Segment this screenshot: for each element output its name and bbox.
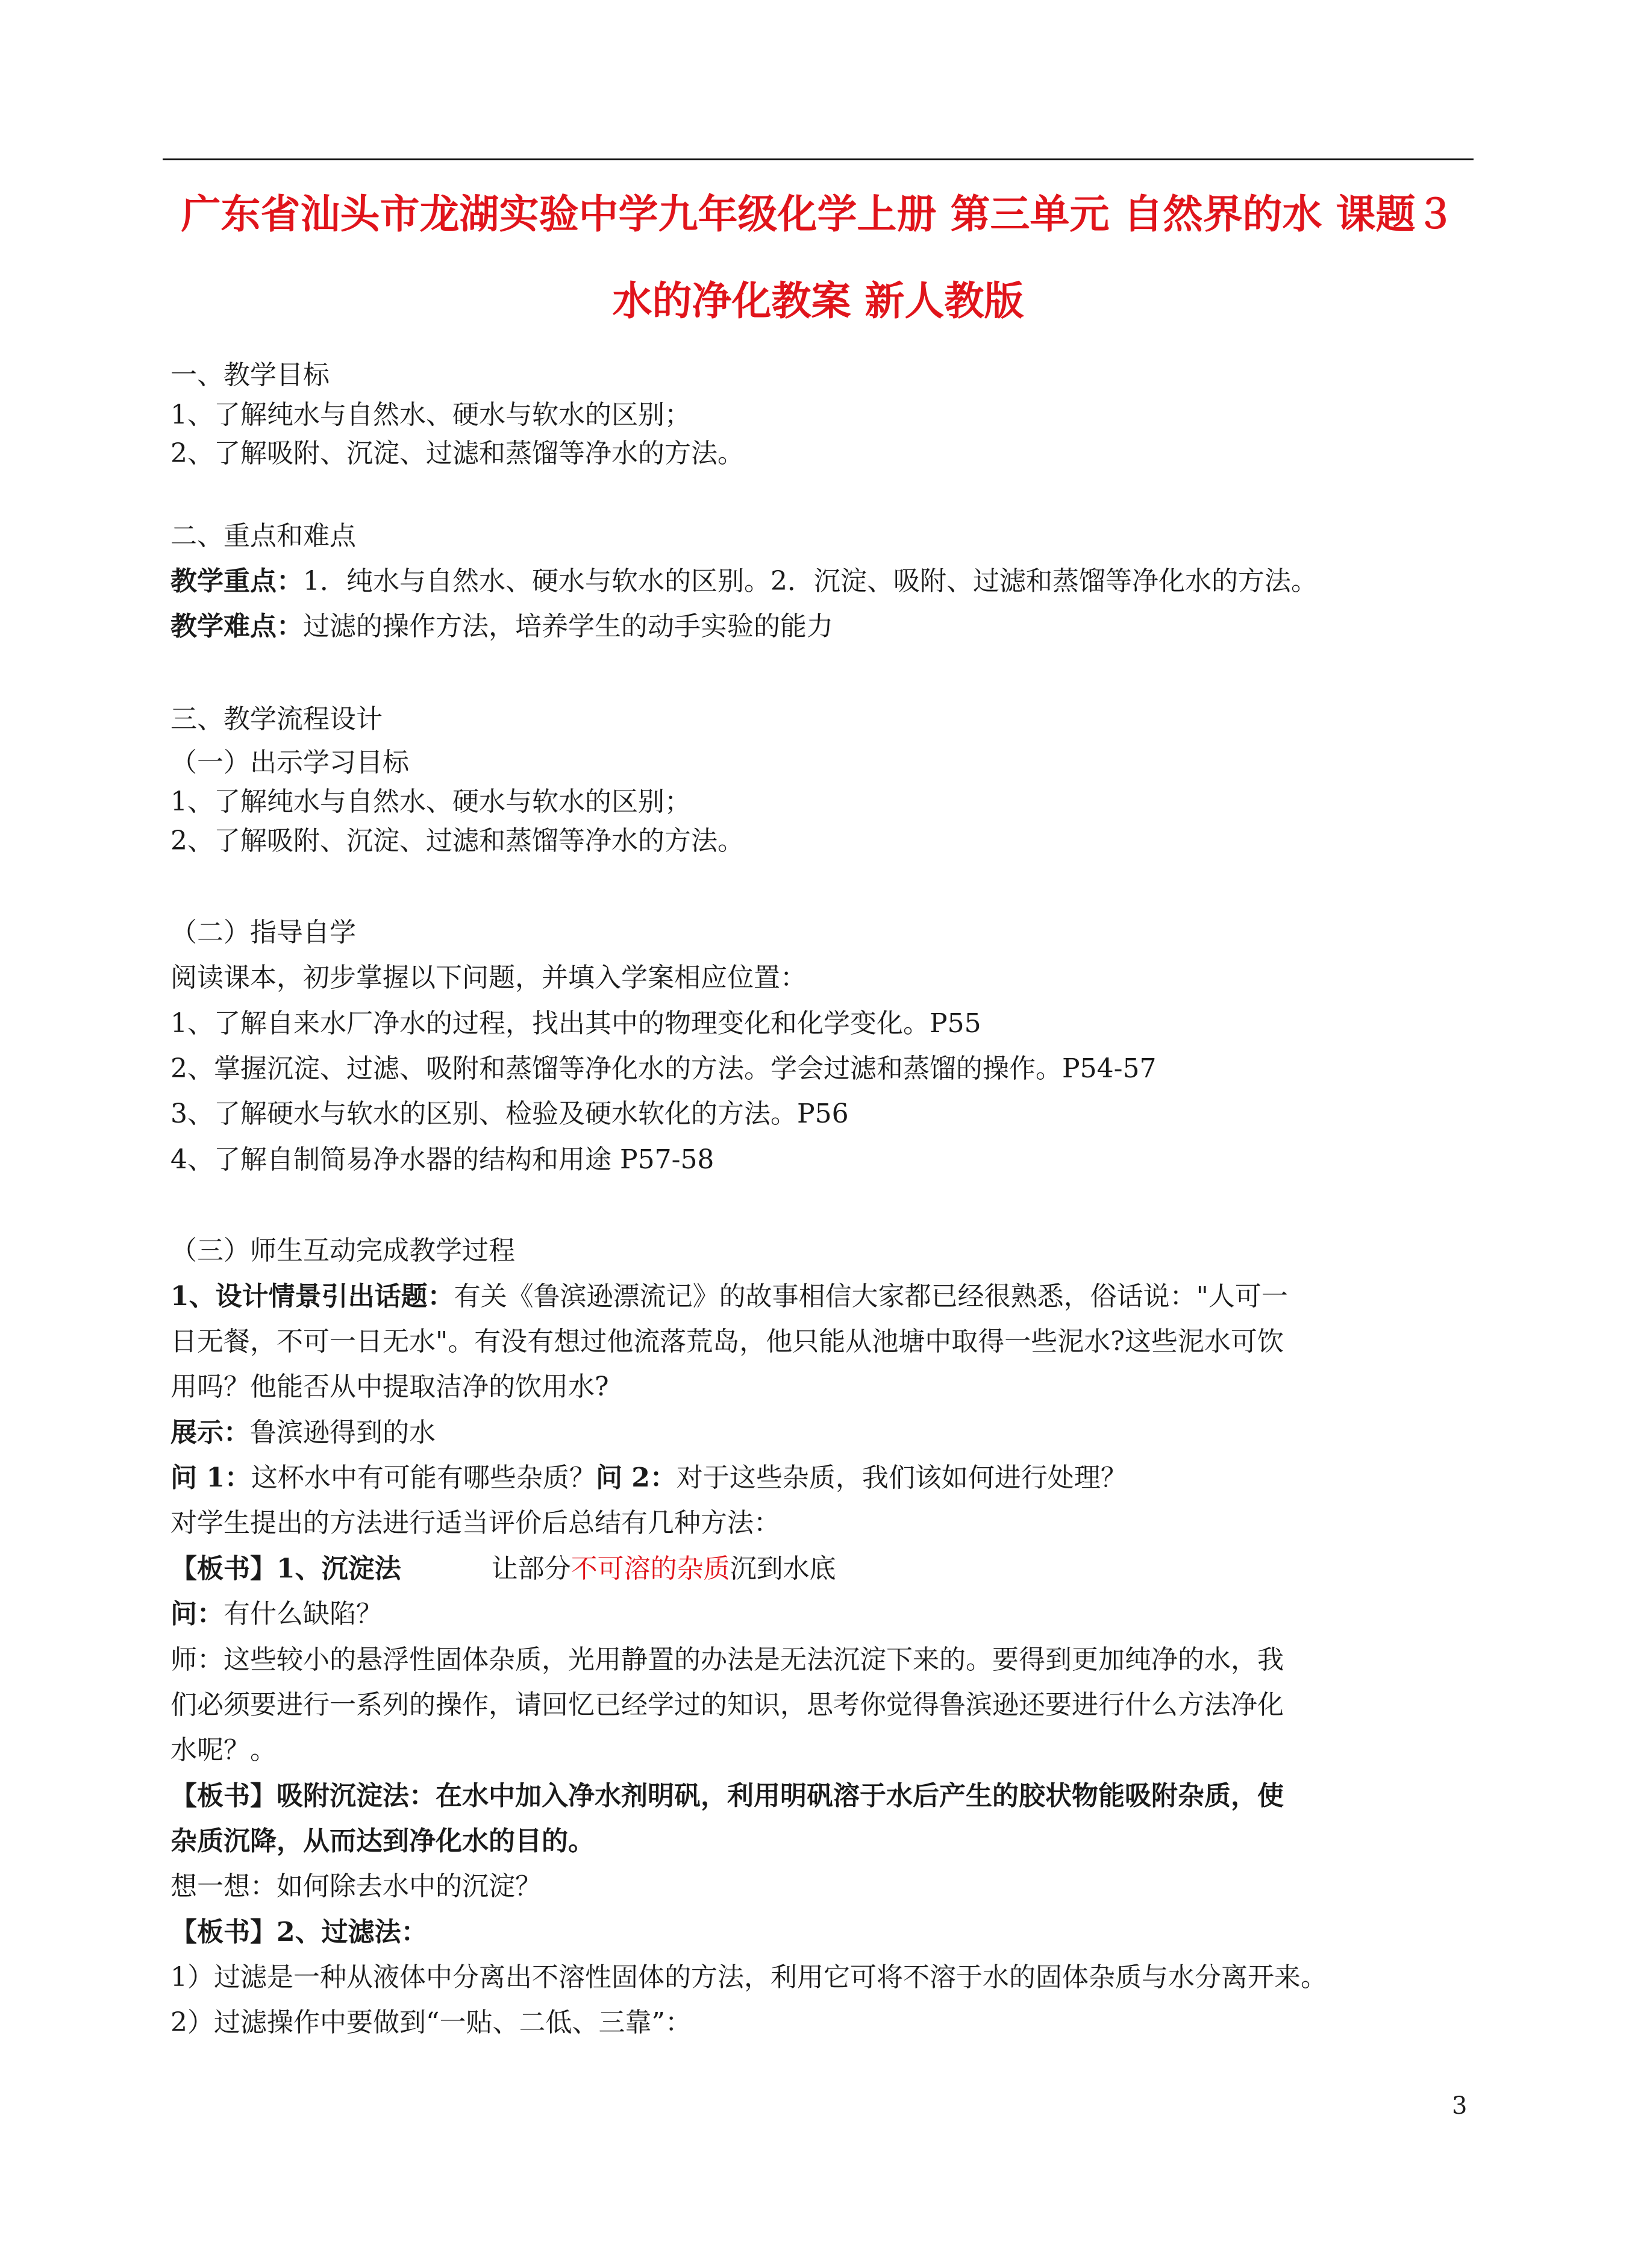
- teacher-line-3: 水呢？。: [170, 1735, 277, 1765]
- page-number: 3: [1452, 2092, 1468, 2120]
- difficulty-text: 过滤的操作方法，培养学生的动手实验的能力: [303, 611, 833, 642]
- insoluble-impurities-highlight: 不可溶的杂质: [571, 1553, 730, 1584]
- questions-line: [170, 1462, 1127, 1493]
- board-note-filtration: 【板书】2、过滤法：: [170, 1917, 428, 1947]
- teacher-line-1: 师：这些较小的悬浮性固体杂质，光用静置的办法是无法沉淀下来的。要得到更加纯净的水，我: [170, 1644, 1284, 1675]
- header-rule: [163, 158, 1474, 160]
- think-line: 想一想：如何除去水中的沉淀？: [170, 1871, 542, 1902]
- goal-2: 2、了解吸附、沉淀、过滤和蒸馏等净水的方法。: [170, 825, 744, 856]
- section-heading-key-points: 二、重点和难点: [170, 521, 356, 551]
- difficulty-line: [170, 613, 833, 640]
- section-heading-process: 三、教学流程设计: [170, 704, 383, 735]
- document-title-line-1: 广东省汕头市龙湖实验中学九年级化学上册 第三单元 自然界的水 课题３: [181, 190, 1455, 237]
- display-line: [170, 1417, 436, 1448]
- board-note-label: 【板书】1、沉淀法: [170, 1553, 401, 1584]
- document-title-line-2: 水的净化教案 新人教版: [612, 277, 1024, 324]
- filtration-point-1: 1）过滤是一种从液体中分离出不溶性固体的方法，利用它可将不溶于水的固体杂质与水分离开来。: [170, 1962, 1327, 1993]
- teacher-line-2: 们必须要进行一系列的操作，请回忆已经学过的知识，思考你觉得鲁滨逊还要进行什么方法净化: [170, 1690, 1284, 1720]
- filtration-point-2: 2）过滤操作中要做到“一贴、二低、三靠”：: [170, 2007, 692, 2038]
- self-study-item-2: 2、掌握沉淀、过滤、吸附和蒸馏等净化水的方法。学会过滤和蒸馏的操作。P54-57: [170, 1053, 1157, 1084]
- subsection-heading-2: （二）指导自学: [170, 917, 356, 948]
- self-study-item-4: 4、了解自制简易净水器的结构和用途 P57-58: [170, 1144, 714, 1175]
- scenario-text: 有关《鲁滨逊漂流记》的故事相信大家都已经很熟悉，俗话说："人可一: [454, 1281, 1288, 1312]
- scenario-line-2: 日无餐，不可一日无水"。有没有想过他流落荒岛，他只能从池塘中取得一些泥水?这些泥水可饮: [170, 1326, 1284, 1357]
- objective-2: 2、了解吸附、沉淀、过滤和蒸馏等净水的方法。: [170, 438, 744, 469]
- question-2-label: 问 2：: [595, 1462, 677, 1493]
- scenario-line-3: 用吗？他能否从中提取洁净的饮用水?: [170, 1371, 609, 1402]
- defect-question-line: [170, 1601, 383, 1627]
- scenario-label: 1、设计情景引出话题：: [170, 1281, 454, 1312]
- board-note-text-a: 让部分: [491, 1553, 571, 1584]
- key-point-line: [170, 568, 1318, 595]
- self-study-item-3: 3、了解硬水与软水的区别、检验及硬水软化的方法。P56: [170, 1098, 849, 1129]
- key-point-label: 教学重点：: [170, 566, 303, 597]
- objective-1: 1、了解纯水与自然水、硬水与软水的区别；: [170, 399, 691, 430]
- board-note-text-b: 沉到水底: [730, 1553, 836, 1584]
- self-study-intro: 阅读课本，初步掌握以下问题，并填入学案相应位置：: [170, 962, 807, 993]
- defect-question-label: 问：: [170, 1599, 224, 1629]
- key-point-text: 1．纯水与自然水、硬水与软水的区别。2．沉淀、吸附、过滤和蒸馏等净化水的方法。: [303, 566, 1318, 597]
- summary-line: 对学生提出的方法进行适当评价后总结有几种方法：: [170, 1508, 780, 1538]
- board-note-sedimentation: [170, 1553, 836, 1584]
- section-heading-objectives: 一、教学目标: [170, 360, 330, 390]
- defect-question-text: 有什么缺陷？: [224, 1599, 383, 1629]
- scenario-line-1: [170, 1283, 1288, 1310]
- board-note-adsorption-line-1: 【板书】吸附沉淀法：在水中加入净水剂明矾，利用明矾溶于水后产生的胶状物能吸附杂质，使: [170, 1781, 1284, 1811]
- display-text: 鲁滨逊得到的水: [250, 1417, 436, 1448]
- self-study-item-1: 1、了解自来水厂净水的过程，找出其中的物理变化和化学变化。P55: [170, 1008, 981, 1039]
- display-label: 展示：: [170, 1417, 250, 1448]
- subsection-heading-3: （三）师生互动完成教学过程: [170, 1235, 515, 1266]
- difficulty-label: 教学难点：: [170, 611, 303, 642]
- question-2-text: 对于这些杂质，我们该如何进行处理？: [676, 1462, 1127, 1493]
- question-1-text: 这杯水中有可能有哪些杂质？: [251, 1462, 596, 1493]
- question-1-label: 问 1：: [170, 1462, 251, 1493]
- subsection-heading-1: （一）出示学习目标: [170, 747, 409, 778]
- board-note-adsorption-line-2: 杂质沉降，从而达到净化水的目的。: [170, 1826, 595, 1856]
- goal-1: 1、了解纯水与自然水、硬水与软水的区别；: [170, 786, 691, 817]
